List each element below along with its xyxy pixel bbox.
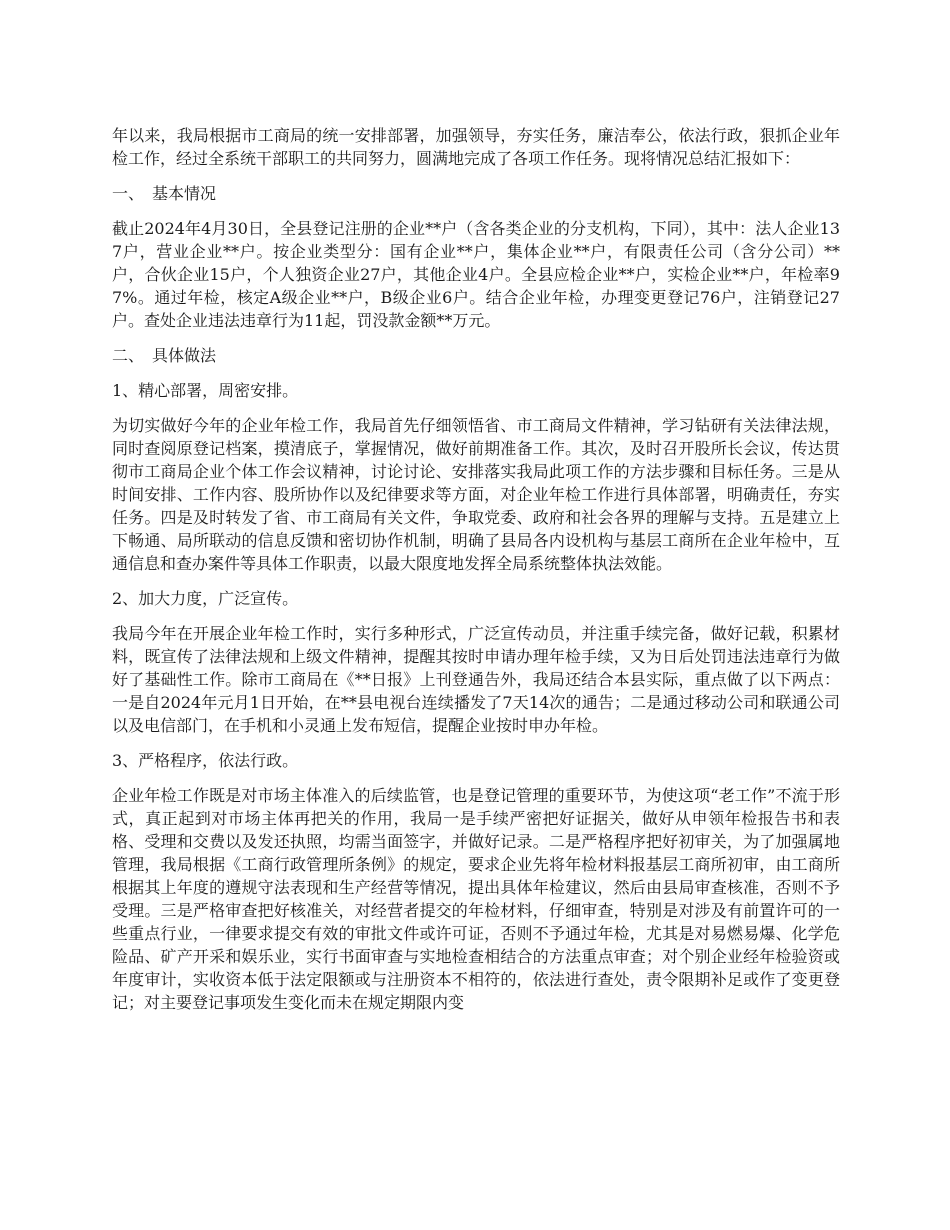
basic-situation-paragraph: 截止2024年4月30日，全县登记注册的企业**户（含各类企业的分支机构，下同），其中：法人企业137户，营业企业**户。按企业类型分：国有企业**户，集体企业**户，有限责任公司（含分公司）**户，合伙企业15户，个人独资企业27户，其他企业4户。全县应检企业**户，实检企业**户，年检率97%。通过年检，核定A级企业**户，B级企业6户。结合企业年检，办理变更登记76户，注销登记27户。查处企业违法违章行为11起，罚没款金额**万元。 — [112, 219, 840, 330]
subsection-heading-3: 3、严格程序，依法行政。 — [112, 751, 299, 770]
section-number: 二、 — [112, 346, 145, 365]
subsection-paragraph-3: 企业年检工作既是对市场主体准入的后续监管，也是登记管理的重要环节，为使这项“老工作”不流于形式，真正起到对市场主体再把关的作用，我局一是手续严密把好证据关，做好从申领年检报告书和表格、受理和交费以及发还执照，均需当面签字，并做好记录。二是严格程序把好初审关，为了加强属地管理，我局根据《工商行政管理所条例》的规定，要求企业先将年检材料报基层工商所初审，由工商所根据其上年度的遵规守法表现和生产经营等情况，提出具体年检建议，然后由县局审查核准，否则不予受理。三是严格审查把好核准关，对经营者提交的年检材料，仔细审查，特别是对涉及有前置许可的一些重点行业，一律要求提交有效的审批文件或许可证，否则不予通过年检，尤其是对易燃易爆、化学危险品、矿产开采和娱乐业，实行书面审查与实地检查相结合的方法重点审查；对个别企业经年检验资或年度审计，实收资本低于法定限额或与注册资本不相符的，依法进行查处，责令限期补足或作了变更登记；对主要登记事项发生变化而未在规定期限内变 — [112, 786, 840, 1012]
subsection-paragraph-2: 我局今年在开展企业年检工作时，实行多种形式，广泛宣传动员，并注重手续完备，做好记载，积累材料，既宣传了法律法规和上级文件精神，提醒其按时申请办理年检手续，又为日后处罚违法违章行为做好了基础性工作。除市工商局在《**日报》上刊登通告外，我局还结合本县实际，重点做了以下两点：一是自2024年元月1日开始，在**县电视台连续播发了7天14次的通告；二是通过移动公司和联通公司以及电信部门，在手机和小灵通上发布短信，提醒企业按时申办年检。 — [112, 624, 840, 735]
section-title: 基本情况 — [152, 184, 217, 203]
document-page — [112, 124, 840, 1026]
intro-paragraph: 年以来，我局根据市工商局的统一安排部署，加强领导，夯实任务，廉洁奉公，依法行政，狠抓企业年检工作，经过全系统干部职工的共同努力，圆满地完成了各项工作任务。现将情况总结汇报如下： — [112, 126, 840, 168]
subsection-heading-1: 1、精心部署，周密安排。 — [112, 381, 299, 400]
section-title: 具体做法 — [152, 346, 217, 365]
section-heading-basic — [112, 182, 840, 205]
subsection-paragraph-1: 为切实做好今年的企业年检工作，我局首先仔细领悟省、市工商局文件精神，学习钻研有关法律法规，同时查阅原登记档案，摸清底子，掌握情况，做好前期准备工作。其次，及时召开股所长会议，传达贯彻市工商局企业个体工作会议精神，讨论讨论、安排落实我局此项工作的方法步骤和目标任务。三是从时间安排、工作内容、股所协作以及纪律要求等方面，对企业年检工作进行具体部署，明确责任，夯实任务。四是及时转发了省、市工商局有关文件，争取党委、政府和社会各界的理解与支持。五是建立上下畅通、局所联动的信息反馈和密切协作机制，明确了县局各内设机构与基层工商所在企业年检中，互通信息和查办案件等具体工作职责，以最大限度地发挥全局系统整体执法效能。 — [112, 416, 840, 573]
section-heading-methods — [112, 344, 840, 367]
section-number: 一、 — [112, 184, 145, 203]
subsection-heading-2: 2、加大力度，广泛宣传。 — [112, 589, 299, 608]
